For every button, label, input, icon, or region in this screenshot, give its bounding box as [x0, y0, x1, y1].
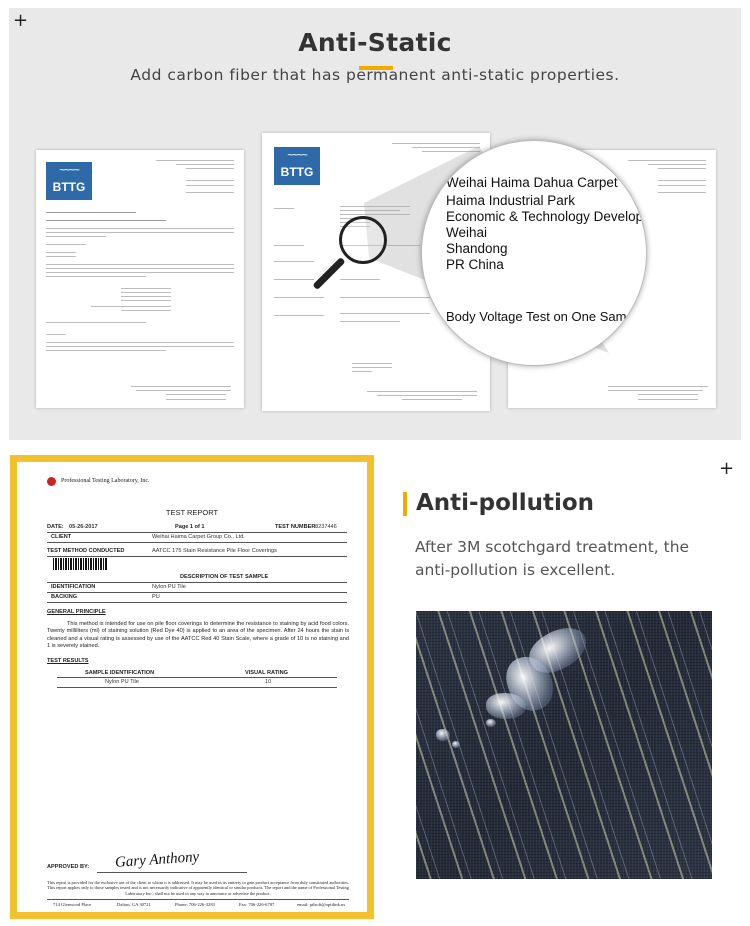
general-principle-text: This method is intended for use on pile floor coverings to determine the resistance to staining by acid food colors. Twenty milliliters (ml) of staining solution (Red Dye 40) is applied to an area of the specimen. After 24 hours the stain is cleaned and a visual rating is assessed by use of the AATCC Red 40 Stain Scale, where a grade of 10 is no staining and 1 is severely stained.	[47, 621, 349, 650]
date-label: DATE:	[47, 524, 64, 530]
bttg-logo: ~~~~ BTTG	[274, 147, 320, 185]
carpet-water-drop-photo	[416, 611, 712, 879]
anti-pollution-accent-bar	[403, 492, 407, 516]
date-value: 05-26-2017	[69, 524, 98, 530]
footer-address: 714 Glenwood Place	[53, 902, 92, 907]
magnifying-glass-icon	[339, 216, 387, 264]
footer-email: email: ptlsoft@optilink.us	[297, 902, 346, 907]
general-principle-heading: GENERAL PRINCIPLE	[47, 609, 106, 615]
magnified-line: Body Voltage Test on One Sam	[446, 309, 627, 324]
magnified-line: Weihai Haima Dahua Carpet	[446, 175, 618, 190]
identification-label: IDENTIFICATION	[51, 584, 96, 590]
barcode	[53, 558, 107, 570]
anti-static-title: Anti-Static	[298, 28, 452, 57]
magnified-line: Economic & Technology Develop	[446, 209, 644, 224]
client-value: Weihai Haima Carpet Group Co., Ltd.	[152, 534, 245, 540]
result-sample: Nylon PU Tile	[105, 679, 139, 685]
results-heading: TEST RESULTS	[47, 658, 89, 664]
test-report	[10, 455, 374, 919]
col-sample-identification: SAMPLE IDENTIFICATION	[85, 670, 155, 676]
lab-logo-icon	[47, 477, 56, 486]
wave-icon: ~~~~	[59, 165, 79, 176]
lab-name: Professional Testing Laboratory, Inc.	[61, 478, 150, 484]
method-label: TEST METHOD CONDUCTED	[47, 548, 125, 554]
approved-by-label: APPROVED BY:	[47, 864, 90, 870]
footer-city: Dalton, GA 30721	[117, 902, 151, 907]
bttg-logo: ~~~~ BTTG	[46, 162, 92, 200]
plus-icon: +	[13, 10, 29, 31]
magnified-view	[421, 140, 647, 366]
test-number-value: 0237446	[315, 524, 337, 530]
col-visual-rating: VISUAL RATING	[245, 670, 288, 676]
backing-label: BACKING	[51, 594, 78, 600]
sample-desc-heading: DESCRIPTION OF TEST SAMPLE	[180, 574, 269, 580]
footer-disclaimer: This report is provided for the exclusive use of the client to whom it is addressed. It may be used in its entirety to gain product acceptance from duly constituted authorities. This report applies only to those samples tested and is not necessarily indicative of apparently identical or similar products. The report and the name of Professional Testing Laboratory Inc., shall not be used in any way to announce or advertise the product.	[47, 880, 349, 896]
test-number-label: TEST NUMBER:	[275, 524, 318, 530]
plus-icon: +	[719, 458, 735, 479]
signature: Gary Anthony	[114, 849, 200, 871]
magnified-line: PR China	[446, 257, 504, 272]
method-value: AATCC 175 Stain Resistance Pile Floor Coverings	[152, 548, 277, 554]
result-rating: 10	[265, 679, 272, 685]
anti-pollution-description: After 3M scotchgard treatment, the anti-pollution is excellent.	[415, 538, 690, 579]
footer-fax: Fax: 706-226-6787	[239, 902, 275, 907]
anti-static-section	[9, 8, 741, 440]
magnified-line: Shandong	[446, 241, 508, 256]
page-number: Page 1 of 1	[175, 524, 205, 530]
identification-value: Nylon PU Tile	[152, 584, 186, 590]
footer-phone: Phone: 706-226-3283	[175, 902, 215, 907]
wave-icon: ~~~~	[287, 150, 307, 161]
client-label: CLIENT	[51, 534, 72, 540]
backing-value: PU	[152, 594, 160, 600]
report-heading: TEST REPORT	[165, 508, 219, 517]
magnified-line: Haima Industrial Park	[446, 193, 576, 208]
anti-static-subtitle: Add carbon fiber that has permanent anti-static properties.	[130, 66, 620, 84]
anti-pollution-title: Anti-pollution	[416, 490, 595, 516]
magnified-line: Weihai	[446, 225, 488, 240]
